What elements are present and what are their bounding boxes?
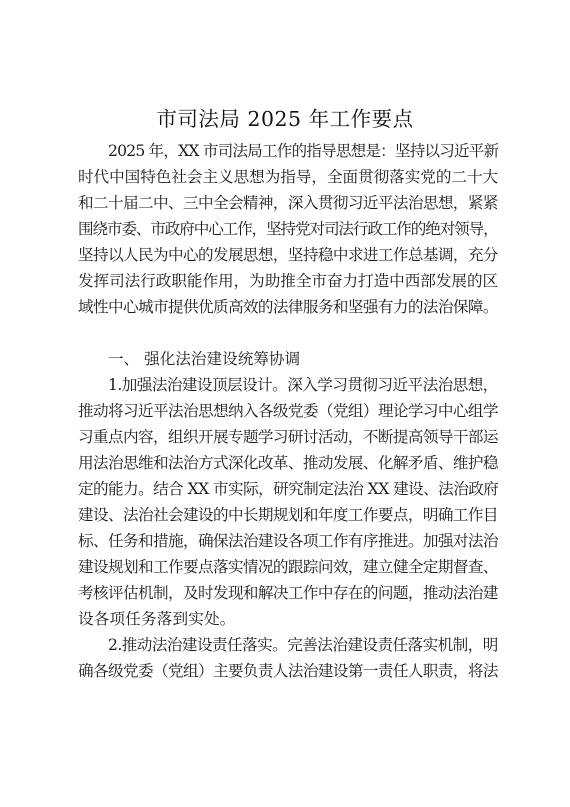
- intro-line-2: 时代中国特色社会主义思想为指导，全面贯彻落实党的二十大: [78, 168, 498, 186]
- intro-line-5: 坚持以人民为中心的发展思想，坚持稳中求进工作总基调，充分: [78, 246, 498, 264]
- item1-line-5: 定的能力。结合 XX 市实际，研究制定法治 XX 建设、法治政府: [78, 480, 498, 498]
- intro-line-7: 域性中心城市提供优质高效的法律服务和坚强有力的法治保障。: [78, 298, 498, 316]
- section-heading: 一、 强化法治建设统筹协调: [108, 350, 301, 368]
- item2-line-2: 确各级党委（党组）主要负责人法治建设第一责任人职责，将法: [78, 662, 498, 680]
- intro-line-6: 发挥司法行政职能作用，为助推全市奋力打造中西部发展的区: [78, 272, 498, 290]
- item1-line-7: 标、任务和措施，确保法治建设各项工作有序推进。加强对法治: [78, 532, 498, 550]
- item1-line-6: 建设、法治社会建设的中长期规划和年度工作要点，明确工作目: [78, 506, 498, 524]
- item1-line-1: 1.加强法治建设顶层设计。深入学习贯彻习近平法治思想，: [108, 376, 498, 394]
- document-title: 市司法局 2025 年工作要点: [156, 107, 414, 131]
- intro-line-4: 围绕市委、市政府中心工作，坚持党对司法行政工作的绝对领导，: [78, 220, 498, 238]
- item1-line-8: 建设规划和工作要点落实情况的跟踪问效，建立健全定期督查、: [78, 558, 498, 576]
- item1-line-10: 设各项任务落到实处。: [78, 610, 236, 628]
- item1-line-3: 习重点内容，组织开展专题学习研讨活动，不断提高领导干部运: [78, 428, 498, 446]
- item1-line-4: 用法治思维和法治方式深化改革、推动发展、化解矛盾、维护稳: [78, 454, 498, 472]
- intro-line-3: 和二十届二中、三中全会精神，深入贯彻习近平法治思想，紧紧: [78, 194, 498, 212]
- item2-line-1: 2.推动法治建设责任落实。完善法治建设责任落实机制，明: [108, 636, 498, 654]
- intro-line-1: 2025 年，XX 市司法局工作的指导思想是：坚持以习近平新: [108, 142, 498, 160]
- item1-line-2: 推动将习近平法治思想纳入各级党委（党组）理论学习中心组学: [78, 402, 498, 420]
- item1-line-9: 考核评估机制，及时发现和解决工作中存在的问题，推动法治建: [78, 584, 498, 602]
